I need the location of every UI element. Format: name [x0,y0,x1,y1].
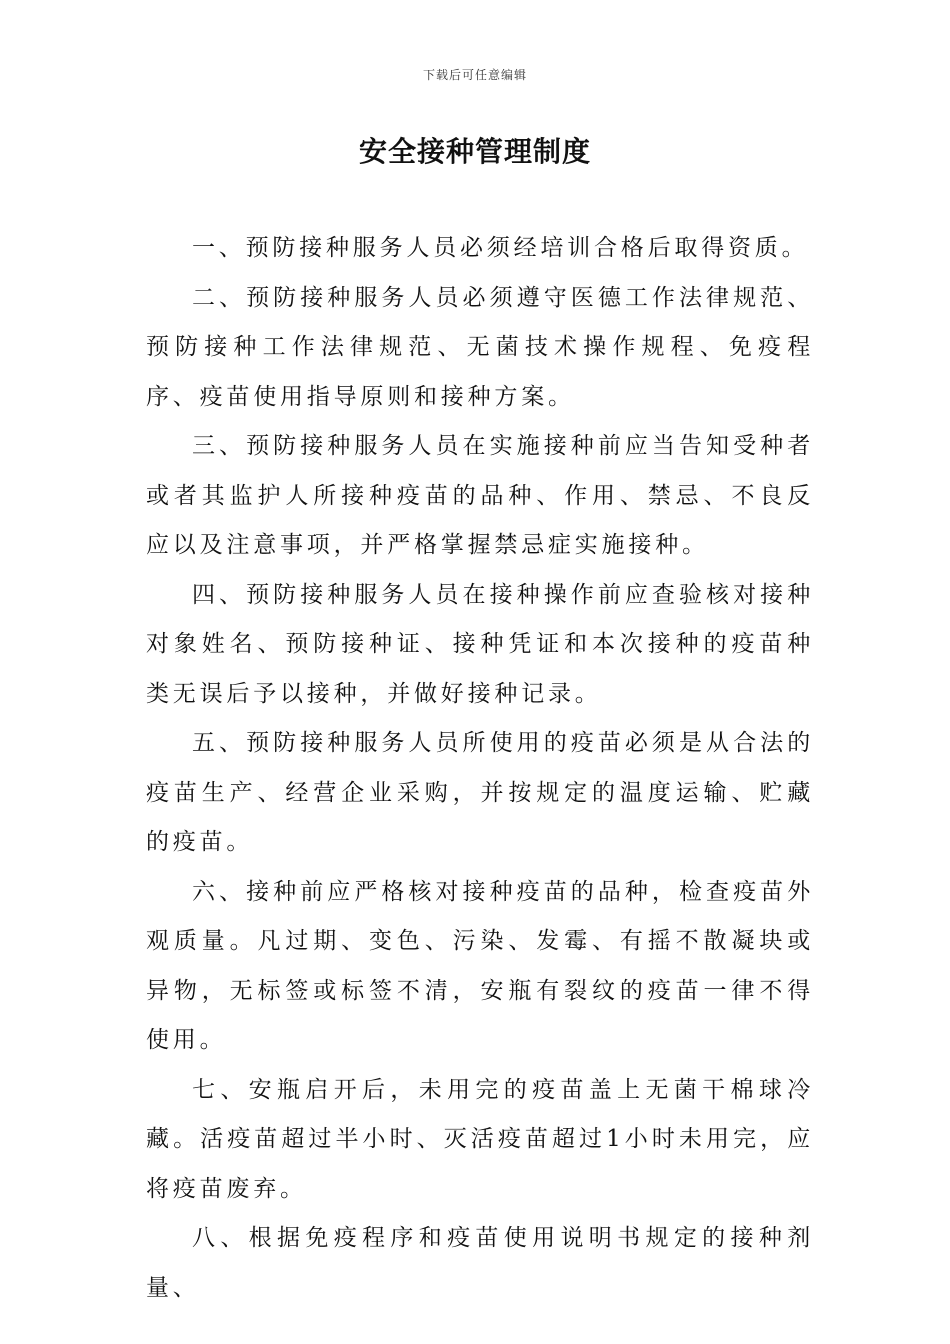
paragraph-8: 八、根据免疫程序和疫苗使用说明书规定的接种剂量、 [146,1225,814,1301]
document-title: 安全接种管理制度 [358,135,591,168]
paragraph-1: 一、预防接种服务人员必须经培训合格后取得资质。 [192,235,809,261]
paragraph-7: 七、安瓶启开后，未用完的疫苗盖上无菌干棉球冷藏。活疫苗超过半小时、灭活疫苗超过1小时未用完，应将疫苗废弃。 [146,1076,814,1202]
paragraph-2: 二、预防接种服务人员必须遵守医德工作法律规范、预防接种工作法律规范、无菌技术操作规程、免疫程序、疫苗使用指导原则和接种方案。 [146,284,814,410]
paragraph-4: 四、预防接种服务人员在接种操作前应查验核对接种对象姓名、预防接种证、接种凭证和本次接种的疫苗种类无误后予以接种，并做好接种记录。 [146,581,814,707]
paragraph-5: 五、预防接种服务人员所使用的疫苗必须是从合法的疫苗生产、经营企业采购，并按规定的温度运输、贮藏的疫苗。 [146,730,814,855]
header-note: 下载后可任意编辑 [422,68,527,82]
document-body [146,224,814,1313]
paragraph-6: 六、接种前应严格核对接种疫苗的品种，检查疫苗外观质量。凡过期、变色、污染、发霉、有摇不散凝块或异物，无标签或标签不清，安瓶有裂纹的疫苗一律不得使用。 [146,878,814,1053]
paragraph-3: 三、预防接种服务人员在实施接种前应当告知受种者或者其监护人所接种疫苗的品种、作用、禁忌、不良反应以及注意事项，并严格掌握禁忌症实施接种。 [146,433,814,558]
